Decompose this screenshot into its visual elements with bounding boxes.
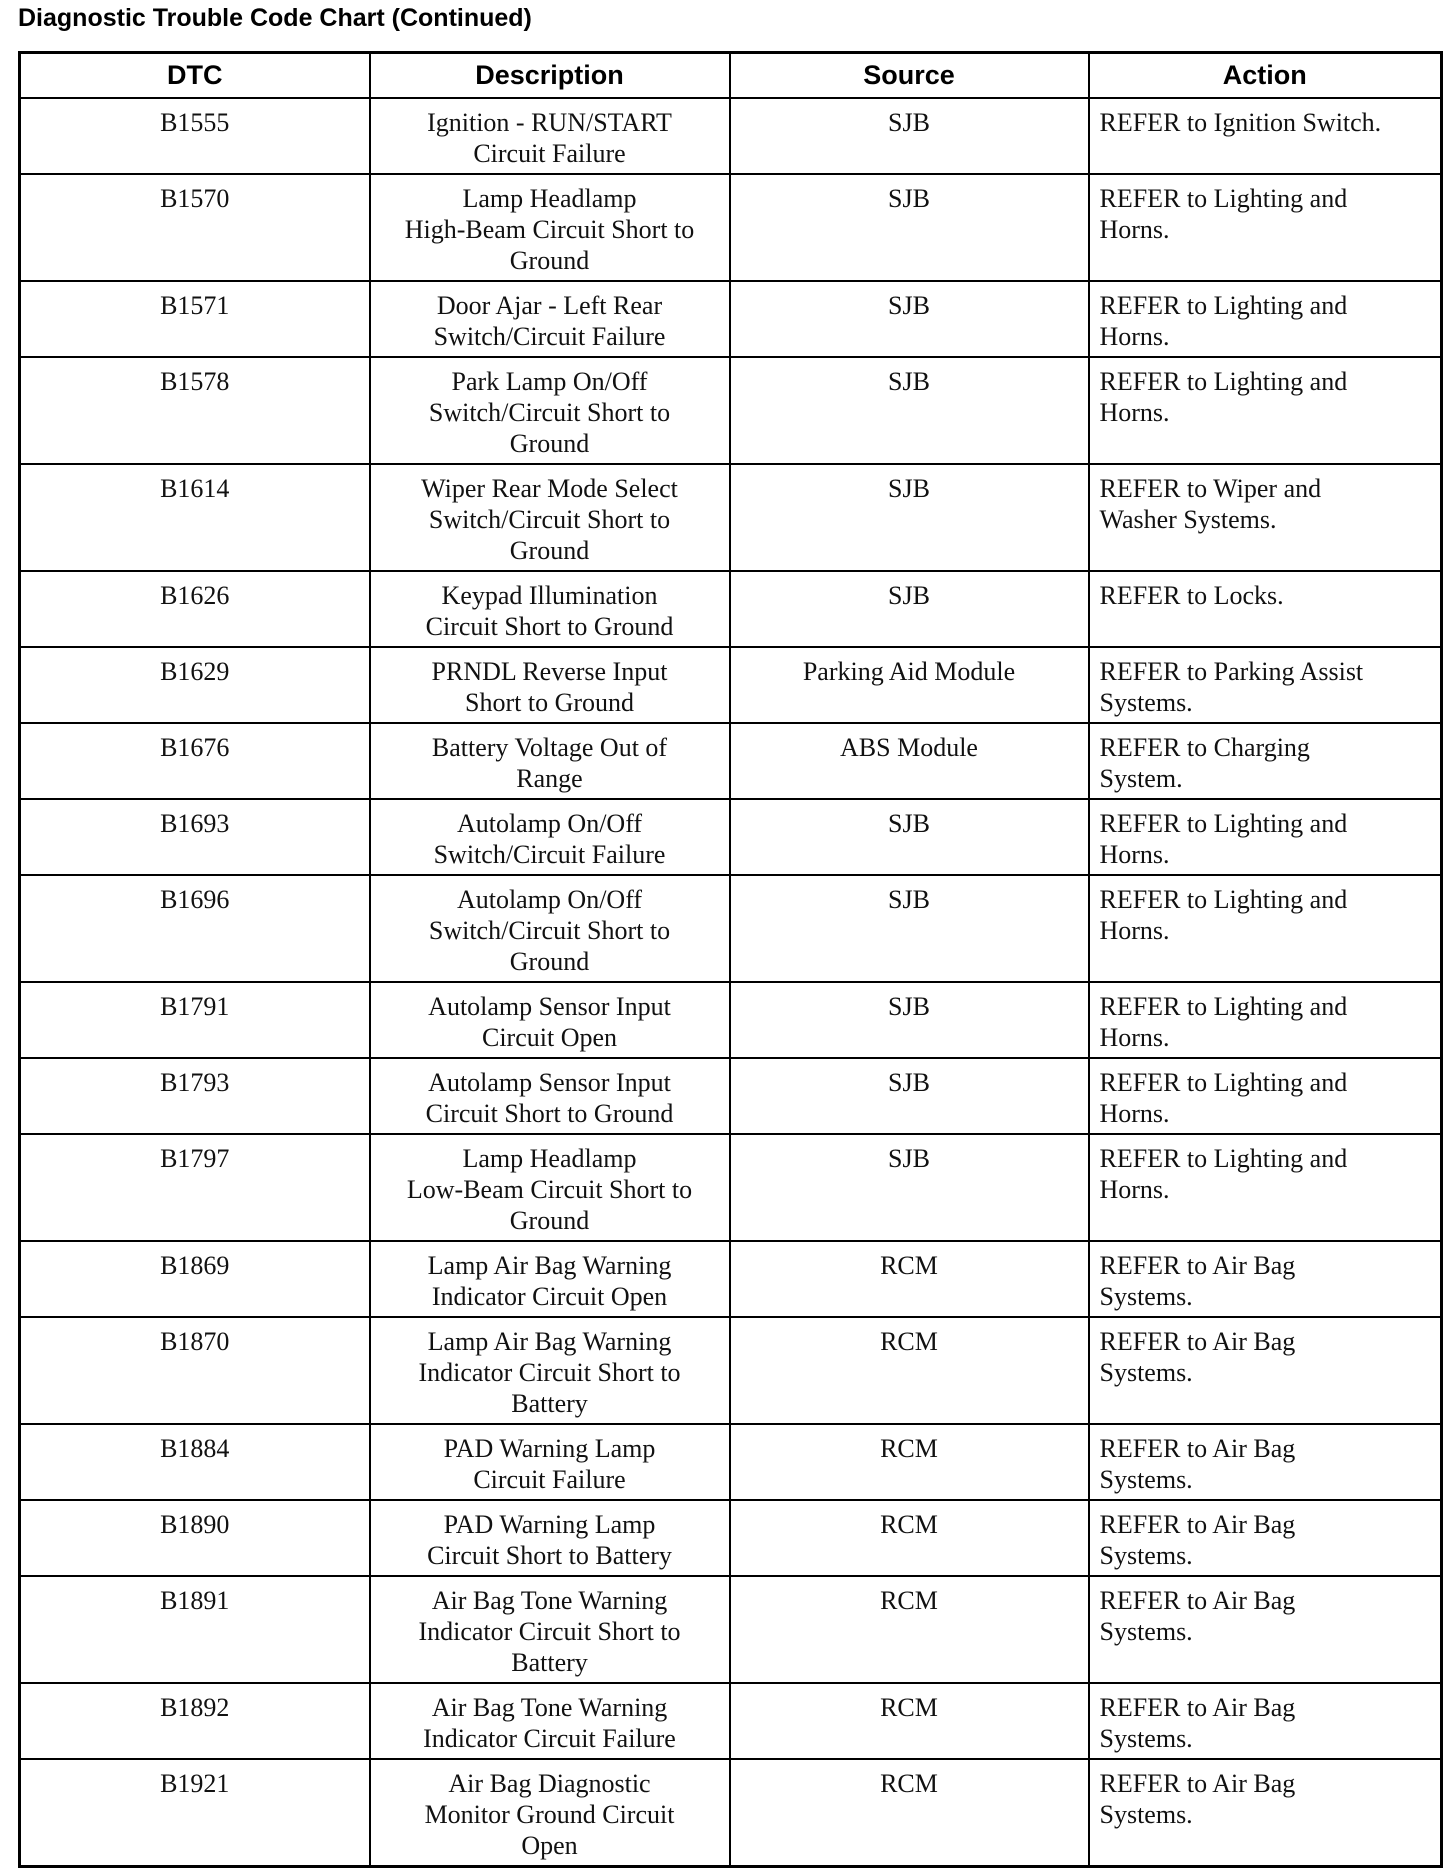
cell-source: RCM xyxy=(730,1759,1089,1867)
cell-description xyxy=(370,1576,730,1683)
cell-action xyxy=(1089,281,1442,357)
table-row xyxy=(20,357,1442,464)
action-line: Horns. xyxy=(1099,215,1170,244)
action-line: Horns. xyxy=(1099,398,1170,427)
cell-dtc: B1869 xyxy=(20,1241,370,1317)
cell-dtc: B1696 xyxy=(20,875,370,982)
action-line: Systems. xyxy=(1099,1541,1193,1570)
action-line: System. xyxy=(1099,764,1183,793)
action-line: Washer Systems. xyxy=(1099,505,1277,534)
cell-action xyxy=(1089,723,1442,799)
cell-source: SJB xyxy=(730,875,1089,982)
action-line: REFER to Air Bag xyxy=(1099,1251,1296,1280)
cell-dtc: B1870 xyxy=(20,1317,370,1424)
action-line: REFER to Lighting and xyxy=(1099,992,1348,1021)
cell-source: SJB xyxy=(730,982,1089,1058)
cell-source: SJB xyxy=(730,98,1089,174)
description-line: Monitor Ground Circuit xyxy=(424,1800,675,1829)
action-line: REFER to Wiper and xyxy=(1099,474,1322,503)
cell-description xyxy=(370,1424,730,1500)
cell-dtc: B1890 xyxy=(20,1500,370,1576)
action-line: Horns. xyxy=(1099,840,1170,869)
table-row xyxy=(20,1058,1442,1134)
action-line: REFER to Air Bag xyxy=(1099,1510,1296,1539)
cell-action xyxy=(1089,982,1442,1058)
description-line: Circuit Failure xyxy=(473,1465,626,1494)
description-line: Battery xyxy=(511,1389,588,1418)
table-row xyxy=(20,799,1442,875)
description-line: High-Beam Circuit Short to xyxy=(404,215,695,244)
cell-source: RCM xyxy=(730,1241,1089,1317)
column-header-description: Description xyxy=(370,53,730,99)
description-line: PAD Warning Lamp xyxy=(443,1510,656,1539)
cell-dtc: B1578 xyxy=(20,357,370,464)
cell-description xyxy=(370,1500,730,1576)
column-header-dtc: DTC xyxy=(20,53,370,99)
action-line: Horns. xyxy=(1099,1023,1170,1052)
description-line: Lamp Air Bag Warning xyxy=(427,1327,672,1356)
cell-source: RCM xyxy=(730,1683,1089,1759)
cell-description xyxy=(370,647,730,723)
dtc-table xyxy=(18,51,1443,1868)
cell-source: RCM xyxy=(730,1317,1089,1424)
description-line: Lamp Headlamp xyxy=(462,1144,637,1173)
table-row xyxy=(20,647,1442,723)
cell-action xyxy=(1089,357,1442,464)
description-line: Indicator Circuit Short to xyxy=(418,1617,681,1646)
description-line: Battery Voltage Out of xyxy=(431,733,668,762)
cell-description xyxy=(370,875,730,982)
description-line: Range xyxy=(516,764,583,793)
description-line: Switch/Circuit Short to xyxy=(428,916,671,945)
cell-description xyxy=(370,1759,730,1867)
table-row xyxy=(20,1134,1442,1241)
description-line: Indicator Circuit Failure xyxy=(423,1724,676,1753)
cell-source: SJB xyxy=(730,1134,1089,1241)
description-line: Indicator Circuit Short to xyxy=(418,1358,681,1387)
table-row xyxy=(20,464,1442,571)
action-line: REFER to Lighting and xyxy=(1099,184,1348,213)
action-line: REFER to Lighting and xyxy=(1099,291,1348,320)
action-line: Systems. xyxy=(1099,1724,1193,1753)
column-header-source: Source xyxy=(730,53,1089,99)
description-line: Keypad Illumination xyxy=(441,581,658,610)
cell-description xyxy=(370,464,730,571)
description-line: Low-Beam Circuit Short to xyxy=(406,1175,693,1204)
description-line: Ground xyxy=(509,947,590,976)
cell-source: SJB xyxy=(730,464,1089,571)
cell-description xyxy=(370,1058,730,1134)
cell-source: RCM xyxy=(730,1576,1089,1683)
cell-description xyxy=(370,723,730,799)
cell-dtc: B1555 xyxy=(20,98,370,174)
cell-source: SJB xyxy=(730,799,1089,875)
cell-dtc: B1884 xyxy=(20,1424,370,1500)
action-line: REFER to Parking Assist xyxy=(1099,657,1364,686)
action-line: REFER to Air Bag xyxy=(1099,1586,1296,1615)
action-line: REFER to Locks. xyxy=(1099,581,1284,610)
cell-source: RCM xyxy=(730,1424,1089,1500)
cell-action xyxy=(1089,1683,1442,1759)
table-row xyxy=(20,1683,1442,1759)
description-line: Autolamp On/Off xyxy=(456,885,643,914)
cell-action xyxy=(1089,1317,1442,1424)
cell-source: SJB xyxy=(730,174,1089,281)
action-line: REFER to Lighting and xyxy=(1099,1144,1348,1173)
action-line: Horns. xyxy=(1099,322,1170,351)
table-row xyxy=(20,1317,1442,1424)
description-line: Circuit Short to Battery xyxy=(427,1541,672,1570)
cell-description xyxy=(370,281,730,357)
cell-dtc: B1797 xyxy=(20,1134,370,1241)
description-line: Lamp Air Bag Warning xyxy=(427,1251,672,1280)
cell-action xyxy=(1089,647,1442,723)
column-header-action: Action xyxy=(1089,53,1442,99)
description-line: Circuit Failure xyxy=(473,139,626,168)
cell-action xyxy=(1089,1500,1442,1576)
action-line: REFER to Lighting and xyxy=(1099,367,1348,396)
cell-action xyxy=(1089,464,1442,571)
description-line: Ground xyxy=(509,246,590,275)
action-line: REFER to Air Bag xyxy=(1099,1327,1296,1356)
description-line: Park Lamp On/Off xyxy=(451,367,648,396)
description-line: Autolamp Sensor Input xyxy=(428,1068,671,1097)
cell-source: SJB xyxy=(730,571,1089,647)
description-line: PRNDL Reverse Input xyxy=(431,657,668,686)
description-line: PAD Warning Lamp xyxy=(443,1434,656,1463)
action-line: REFER to Lighting and xyxy=(1099,809,1348,838)
cell-description xyxy=(370,1683,730,1759)
cell-description xyxy=(370,571,730,647)
cell-dtc: B1571 xyxy=(20,281,370,357)
cell-dtc: B1793 xyxy=(20,1058,370,1134)
description-line: Ground xyxy=(509,429,590,458)
description-line: Air Bag Diagnostic xyxy=(448,1769,651,1798)
description-line: Lamp Headlamp xyxy=(462,184,637,213)
cell-dtc: B1570 xyxy=(20,174,370,281)
action-line: Systems. xyxy=(1099,1358,1193,1387)
action-line: REFER to Air Bag xyxy=(1099,1434,1296,1463)
cell-action xyxy=(1089,1241,1442,1317)
cell-description xyxy=(370,1134,730,1241)
action-line: Horns. xyxy=(1099,916,1170,945)
action-line: REFER to Air Bag xyxy=(1099,1693,1296,1722)
action-line: Horns. xyxy=(1099,1099,1170,1128)
description-line: Switch/Circuit Failure xyxy=(433,840,666,869)
description-line: Air Bag Tone Warning xyxy=(431,1693,668,1722)
description-line: Battery xyxy=(511,1648,588,1677)
cell-action xyxy=(1089,174,1442,281)
page-title: Diagnostic Trouble Code Chart (Continued) xyxy=(18,4,532,32)
description-line: Open xyxy=(521,1831,578,1860)
cell-description xyxy=(370,982,730,1058)
cell-action xyxy=(1089,98,1442,174)
table-row xyxy=(20,723,1442,799)
action-line: Systems. xyxy=(1099,1800,1193,1829)
cell-description xyxy=(370,174,730,281)
cell-description xyxy=(370,98,730,174)
table-header-row xyxy=(20,53,1442,99)
description-line: Circuit Short to Ground xyxy=(425,612,674,641)
cell-description xyxy=(370,799,730,875)
cell-source: ABS Module xyxy=(730,723,1089,799)
cell-source: SJB xyxy=(730,1058,1089,1134)
cell-action xyxy=(1089,1576,1442,1683)
action-line: Horns. xyxy=(1099,1175,1170,1204)
cell-dtc: B1693 xyxy=(20,799,370,875)
cell-description xyxy=(370,1317,730,1424)
cell-action xyxy=(1089,1134,1442,1241)
description-line: Circuit Open xyxy=(481,1023,618,1052)
description-line: Door Ajar - Left Rear xyxy=(436,291,663,320)
description-line: Autolamp On/Off xyxy=(456,809,643,838)
action-line: Systems. xyxy=(1099,1465,1193,1494)
description-line: Switch/Circuit Short to xyxy=(428,505,671,534)
cell-action xyxy=(1089,1058,1442,1134)
table-body xyxy=(20,98,1442,1867)
cell-dtc: B1921 xyxy=(20,1759,370,1867)
cell-source: Parking Aid Module xyxy=(730,647,1089,723)
cell-action xyxy=(1089,799,1442,875)
cell-source: SJB xyxy=(730,357,1089,464)
table-row xyxy=(20,571,1442,647)
description-line: Circuit Short to Ground xyxy=(425,1099,674,1128)
action-line: REFER to Air Bag xyxy=(1099,1769,1296,1798)
description-line: Indicator Circuit Open xyxy=(431,1282,668,1311)
description-line: Autolamp Sensor Input xyxy=(428,992,671,1021)
cell-dtc: B1629 xyxy=(20,647,370,723)
action-line: Systems. xyxy=(1099,688,1193,717)
table-row xyxy=(20,1241,1442,1317)
cell-source: SJB xyxy=(730,281,1089,357)
description-line: Air Bag Tone Warning xyxy=(431,1586,668,1615)
table-row xyxy=(20,174,1442,281)
cell-dtc: B1626 xyxy=(20,571,370,647)
cell-dtc: B1892 xyxy=(20,1683,370,1759)
cell-dtc: B1891 xyxy=(20,1576,370,1683)
cell-dtc: B1614 xyxy=(20,464,370,571)
table-row xyxy=(20,1500,1442,1576)
description-line: Switch/Circuit Short to xyxy=(428,398,671,427)
table-row xyxy=(20,1759,1442,1867)
cell-dtc: B1791 xyxy=(20,982,370,1058)
description-line: Switch/Circuit Failure xyxy=(433,322,666,351)
cell-action xyxy=(1089,875,1442,982)
table-row xyxy=(20,1424,1442,1500)
cell-dtc: B1676 xyxy=(20,723,370,799)
table-row xyxy=(20,982,1442,1058)
table-row xyxy=(20,875,1442,982)
action-line: REFER to Ignition Switch. xyxy=(1099,108,1382,137)
action-line: REFER to Lighting and xyxy=(1099,885,1348,914)
description-line: Ground xyxy=(509,1206,590,1235)
action-line: Systems. xyxy=(1099,1282,1193,1311)
description-line: Wiper Rear Mode Select xyxy=(421,474,678,503)
action-line: REFER to Lighting and xyxy=(1099,1068,1348,1097)
cell-description xyxy=(370,1241,730,1317)
description-line: Short to Ground xyxy=(465,688,634,717)
description-line: Ignition - RUN/START xyxy=(427,108,672,137)
table-row xyxy=(20,281,1442,357)
description-line: Ground xyxy=(509,536,590,565)
action-line: REFER to Charging xyxy=(1099,733,1310,762)
cell-source: RCM xyxy=(730,1500,1089,1576)
table-row xyxy=(20,1576,1442,1683)
cell-action xyxy=(1089,1759,1442,1867)
table-row xyxy=(20,98,1442,174)
action-line: Systems. xyxy=(1099,1617,1193,1646)
cell-action xyxy=(1089,1424,1442,1500)
cell-description xyxy=(370,357,730,464)
cell-action xyxy=(1089,571,1442,647)
